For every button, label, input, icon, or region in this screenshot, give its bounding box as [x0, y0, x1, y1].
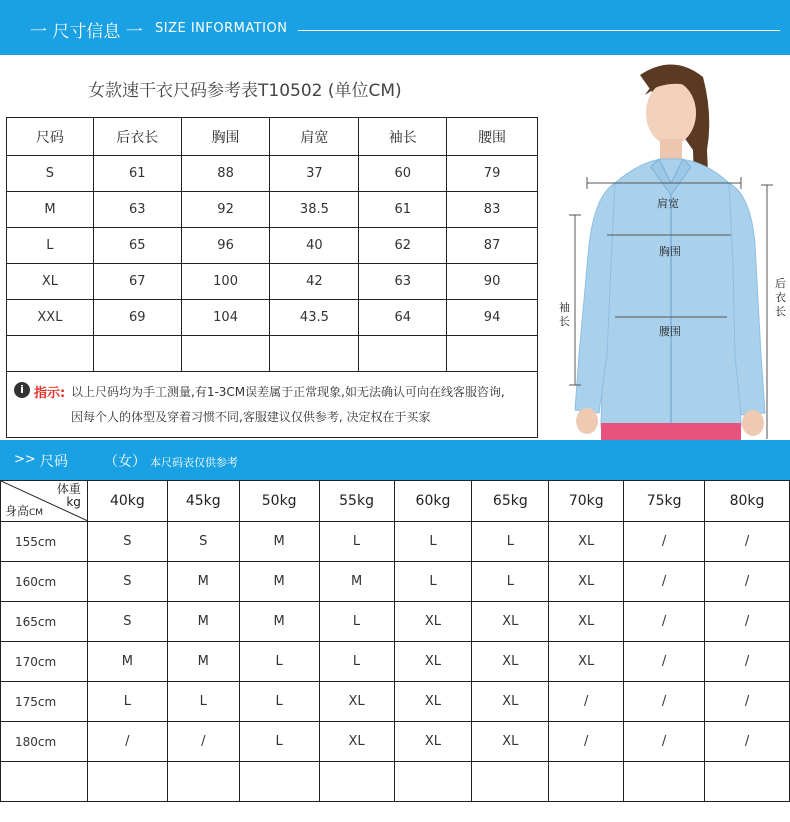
size-chart-table: [6, 117, 538, 372]
size-chart-cell: 104: [181, 300, 270, 336]
recommend-size-cell: [705, 762, 790, 802]
weight-header-cell: 75kg: [624, 481, 705, 522]
size-chart-cell: 88: [181, 156, 270, 192]
recommend-size-cell: XL: [549, 522, 624, 562]
pants: [601, 423, 741, 440]
recommend-size-cell: /: [87, 722, 167, 762]
recommend-size-cell: XL: [472, 722, 549, 762]
recommend-size-cell: XL: [394, 682, 472, 722]
recommend-size-cell: M: [167, 642, 239, 682]
size-chart-cell: M: [7, 192, 94, 228]
recommend-size-cell: /: [705, 642, 790, 682]
size-chart-cell: 61: [359, 192, 447, 228]
recommend-banner: [0, 440, 790, 480]
recommend-size-cell: [549, 762, 624, 802]
recommend-size-cell: XL: [319, 682, 394, 722]
size-chart-cell: 83: [447, 192, 538, 228]
size-chart-cell: 60: [359, 156, 447, 192]
size-chart-cell: 61: [93, 156, 181, 192]
recommend-row: [1, 762, 790, 802]
recommend-size-cell: [319, 762, 394, 802]
size-chart-row: [7, 336, 538, 372]
size-chart-cell: [447, 336, 538, 372]
size-chart-header-cell: 袖长: [359, 118, 447, 156]
recommend-size-cell: /: [549, 722, 624, 762]
notice-line-1: 以上尺码均为手工测量,有1-3CM误差属于正常现象,如无法确认可向在线客服咨询,: [71, 385, 505, 399]
size-chart-header-cell: 后衣长: [93, 118, 181, 156]
corner-height-label: 身高: [5, 504, 30, 518]
size-chart-header-row: [7, 118, 538, 156]
size-chart-cell: 96: [181, 228, 270, 264]
corner-cell: [1, 481, 88, 522]
size-chart-cell: 94: [447, 300, 538, 336]
notice-label: 指示:: [34, 386, 66, 401]
size-chart-cell: [93, 336, 181, 372]
recommend-row: [1, 562, 790, 602]
recommend-size-cell: M: [239, 562, 319, 602]
shoulder-label: 肩宽: [657, 197, 679, 210]
hand-left: [576, 408, 598, 434]
recommend-size-cell: L: [167, 682, 239, 722]
corner-weight-label: 体重: [56, 482, 81, 496]
recommend-size-cell: XL: [394, 642, 472, 682]
chest-label: 胸围: [659, 245, 681, 258]
recommend-size-cell: XL: [472, 682, 549, 722]
info-icon: i: [14, 382, 30, 398]
recommend-size-cell: M: [239, 602, 319, 642]
face-shape: [646, 81, 696, 145]
weight-header-cell: 60kg: [394, 481, 472, 522]
recommend-size-cell: M: [87, 642, 167, 682]
size-chart-cell: 40: [270, 228, 359, 264]
size-chart-header-cell: 尺码: [7, 118, 94, 156]
size-chart-header-cell: 腰围: [447, 118, 538, 156]
weight-header-cell: 45kg: [167, 481, 239, 522]
size-chart-cell: 79: [447, 156, 538, 192]
recommend-size-cell: /: [705, 562, 790, 602]
recommend-row: [1, 522, 790, 562]
waist-label: 腰围: [659, 325, 681, 338]
recommend-size-cell: [624, 762, 705, 802]
recommend-header-row: [1, 481, 790, 522]
recommend-size-cell: /: [705, 722, 790, 762]
banner-arrows: >>: [14, 452, 36, 467]
size-chart-cell: 42: [270, 264, 359, 300]
recommend-size-cell: [394, 762, 472, 802]
recommend-size-cell: M: [319, 562, 394, 602]
banner-rule: [298, 30, 780, 31]
recommend-size-cell: XL: [549, 602, 624, 642]
model-illustration: [545, 55, 790, 440]
recommend-size-cell: XL: [319, 722, 394, 762]
size-chart-header-cell: 胸围: [181, 118, 270, 156]
size-chart-cell: [7, 336, 94, 372]
size-chart-cell: XXL: [7, 300, 94, 336]
recommend-note: 本尺码表仅供参考: [150, 456, 238, 469]
size-chart-cell: XL: [7, 264, 94, 300]
size-chart-row: [7, 228, 538, 264]
recommend-size-cell: M: [167, 602, 239, 642]
recommend-size-cell: XL: [472, 642, 549, 682]
measurement-notice: [6, 372, 538, 438]
recommend-size-cell: [239, 762, 319, 802]
recommend-size-cell: L: [319, 602, 394, 642]
size-chart-cell: 87: [447, 228, 538, 264]
size-info-banner: [0, 0, 790, 55]
recommend-size-cell: [167, 762, 239, 802]
recommend-size-cell: /: [624, 602, 705, 642]
recommend-title: 尺码: [40, 454, 68, 470]
height-cell: 170cm: [1, 642, 88, 682]
height-cell: 160cm: [1, 562, 88, 602]
recommend-size-cell: S: [87, 602, 167, 642]
recommend-table: [0, 480, 790, 802]
recommend-size-cell: /: [549, 682, 624, 722]
size-chart-header-cell: 肩宽: [270, 118, 359, 156]
size-chart-cell: 37: [270, 156, 359, 192]
recommend-size-cell: /: [624, 722, 705, 762]
size-chart-row: [7, 156, 538, 192]
size-chart-row: [7, 192, 538, 228]
recommend-size-cell: /: [705, 522, 790, 562]
height-cell: 175cm: [1, 682, 88, 722]
recommend-size-cell: L: [87, 682, 167, 722]
recommend-row: [1, 682, 790, 722]
weight-header-cell: 40kg: [87, 481, 167, 522]
recommend-gender: （女）: [104, 454, 146, 470]
recommend-size-cell: XL: [394, 602, 472, 642]
notice-line-2: 因每个人的体型及穿着习惯不同,客服建议仅供参考, 决定权在于买家: [71, 410, 431, 424]
size-chart-cell: 67: [93, 264, 181, 300]
corner-weight-unit: kg: [66, 495, 81, 509]
height-cell: [1, 762, 88, 802]
sleeve-label: 袖长: [559, 301, 570, 328]
hand-right: [742, 410, 764, 436]
size-chart-cell: [270, 336, 359, 372]
recommend-size-cell: S: [167, 522, 239, 562]
size-chart-cell: 65: [93, 228, 181, 264]
recommend-size-cell: [87, 762, 167, 802]
recommend-size-cell: S: [87, 562, 167, 602]
size-chart-cell: 63: [359, 264, 447, 300]
size-chart-row: [7, 264, 538, 300]
recommend-row: [1, 602, 790, 642]
weight-header-cell: 50kg: [239, 481, 319, 522]
recommend-size-cell: M: [239, 522, 319, 562]
recommend-size-cell: XL: [472, 602, 549, 642]
recommend-size-cell: /: [624, 682, 705, 722]
recommend-size-cell: /: [624, 522, 705, 562]
size-chart-cell: S: [7, 156, 94, 192]
size-chart-cell: L: [7, 228, 94, 264]
height-cell: 165cm: [1, 602, 88, 642]
recommend-size-cell: XL: [549, 562, 624, 602]
size-chart-cell: 92: [181, 192, 270, 228]
weight-header-cell: 55kg: [319, 481, 394, 522]
recommend-size-cell: L: [472, 522, 549, 562]
recommend-row: [1, 642, 790, 682]
size-chart-cell: 90: [447, 264, 538, 300]
corner-height-unit: CM: [29, 508, 44, 518]
recommend-size-cell: L: [239, 722, 319, 762]
size-chart-cell: 43.5: [270, 300, 359, 336]
recommend-size-cell: L: [394, 522, 472, 562]
recommend-size-cell: /: [167, 722, 239, 762]
weight-header-cell: 80kg: [705, 481, 790, 522]
height-cell: 155cm: [1, 522, 88, 562]
recommend-size-cell: XL: [394, 722, 472, 762]
size-chart-cell: 64: [359, 300, 447, 336]
recommend-row: [1, 722, 790, 762]
recommend-size-cell: L: [239, 682, 319, 722]
recommend-size-cell: /: [624, 642, 705, 682]
size-chart-cell: [181, 336, 270, 372]
recommend-size-cell: XL: [549, 642, 624, 682]
size-chart-cell: 62: [359, 228, 447, 264]
recommend-size-cell: M: [167, 562, 239, 602]
recommend-size-cell: S: [87, 522, 167, 562]
recommend-size-cell: L: [394, 562, 472, 602]
length-label: 后衣长: [775, 277, 786, 318]
size-chart-cell: 69: [93, 300, 181, 336]
size-chart-cell: 38.5: [270, 192, 359, 228]
recommend-size-cell: /: [705, 682, 790, 722]
recommend-size-cell: [472, 762, 549, 802]
weight-header-cell: 70kg: [549, 481, 624, 522]
recommend-size-cell: /: [624, 562, 705, 602]
recommend-size-cell: L: [319, 642, 394, 682]
height-cell: 180cm: [1, 722, 88, 762]
size-chart-cell: 63: [93, 192, 181, 228]
size-chart-row: [7, 300, 538, 336]
size-chart-cell: 100: [181, 264, 270, 300]
recommend-size-cell: L: [472, 562, 549, 602]
weight-header-cell: 65kg: [472, 481, 549, 522]
banner-title-en: SIZE INFORMATION: [155, 21, 288, 36]
size-chart-title: 女款速干衣尺码参考表T10502 (单位CM): [88, 81, 402, 101]
recommend-size-cell: /: [705, 602, 790, 642]
recommend-size-cell: L: [319, 522, 394, 562]
banner-title-cn: 一 尺寸信息 一: [30, 22, 143, 42]
size-chart-cell: [359, 336, 447, 372]
recommend-size-cell: L: [239, 642, 319, 682]
